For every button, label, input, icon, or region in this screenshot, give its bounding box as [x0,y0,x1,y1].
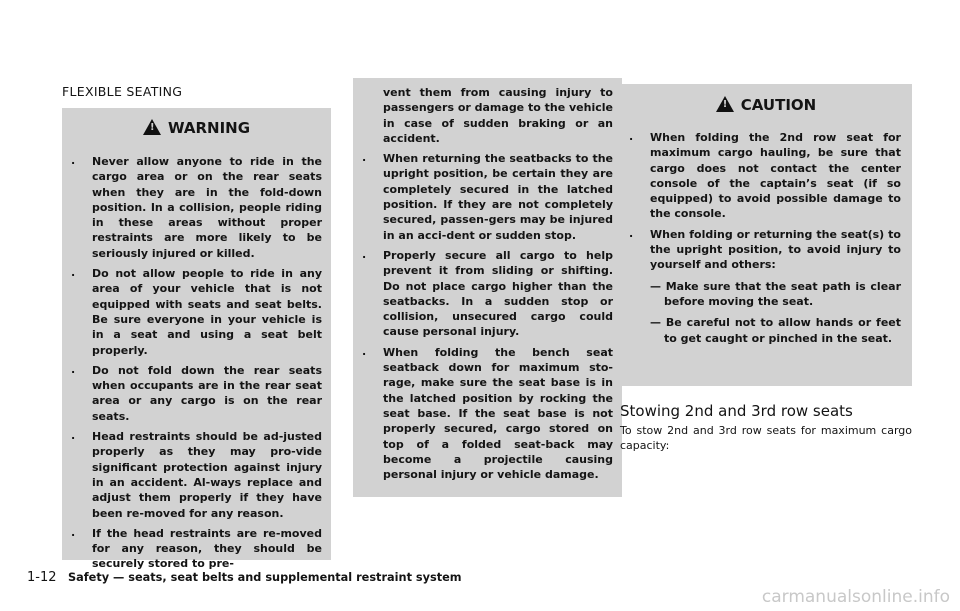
warning-item: . Never allow anyone to ride in the cargo area or on the rear seats when they are in the fold-down position. In a collision, people riding in these areas without proper restraints are more likely to be seriously injured or killed. [62,154,322,261]
warning-item: . Do not allow people to ride in any area of your vehicle that is not equipped with seats and seat belts. Be sure everyone in your vehicle is in a seat and using a seat belt properly. [62,266,322,358]
warning-continuation: vent them from causing injury to passengers or damage to the vehicle in case of sudden braking or an accident. [383,86,613,145]
warning-list [62,154,322,572]
warning-triangle-icon [143,119,161,135]
page-number: 1-12 [27,570,57,585]
warning-heading [62,119,331,137]
warning-box [62,108,331,571]
warning-item: . If the head restraints are re-moved for any reason, they should be securely stored to pre- [62,526,322,572]
caution-box [620,84,912,386]
warning-list-continued [353,151,613,482]
caution-item-text: When folding or returning the seat(s) to the upright position, to avoid injury to yourself and others: [650,227,901,272]
warning-box-continued [353,78,622,497]
subsection-text: To stow 2nd and 3rd row seats for maximum cargo capacity: [620,424,912,452]
warning-item: . When returning the seatbacks to the upright position, be certain they are completely secured in the latched position. If they are not completely secured, passen-gers may be injured in an acci-dent or sudden stop. [353,151,613,243]
caution-subitem: — Be careful not to allow hands or feet to get caught or pinched in the seat. [650,316,901,345]
caution-item: . When folding the 2nd row seat for maximum cargo hauling, be sure that cargo does not contact the center console of the captain’s seat (if so equipped) to avoid possible damage to the console. [620,130,901,222]
caution-heading [620,96,912,114]
chapter-title: Safety — seats, seat belts and supplemental restraint system [68,571,462,584]
warning-item: . When folding the bench seat seatback down for maximum sto-rage, make sure the seat base is in the latched position by rocking the seat base. If the seat base is not properly secured, cargo stored on top of a folded seat-back may become a projectile causing personal injury or vehicle damage. [353,345,613,483]
warning-item: . Do not fold down the rear seats when occupants are in the rear seat area or any cargo is on the rear seats. [62,363,322,424]
caution-heading-text: CAUTION [740,96,817,114]
caution-triangle-icon [716,96,734,112]
warning-heading-text: WARNING [167,119,251,137]
warning-item: . Properly secure all cargo to help prevent it from sliding or shifting. Do not place cargo higher than the seatbacks. In a sudden stop or collision, unsecured cargo could cause personal injury. [353,248,613,340]
caution-subitem: — Make sure that the seat path is clear before moving the seat. [650,279,901,308]
watermark: carmanualsonline.info [761,587,950,607]
section-title: FLEXIBLE SEATING [62,84,183,99]
caution-item [620,227,901,346]
caution-sublist [650,279,901,346]
caution-list [620,130,901,346]
subsection-title: Stowing 2nd and 3rd row seats [620,402,853,420]
warning-item: . Head restraints should be ad-justed properly as they may pro-vide significant protection against injury in an accident. Al-ways replace and adjust them properly if they have been re-moved for any reason. [62,429,322,521]
